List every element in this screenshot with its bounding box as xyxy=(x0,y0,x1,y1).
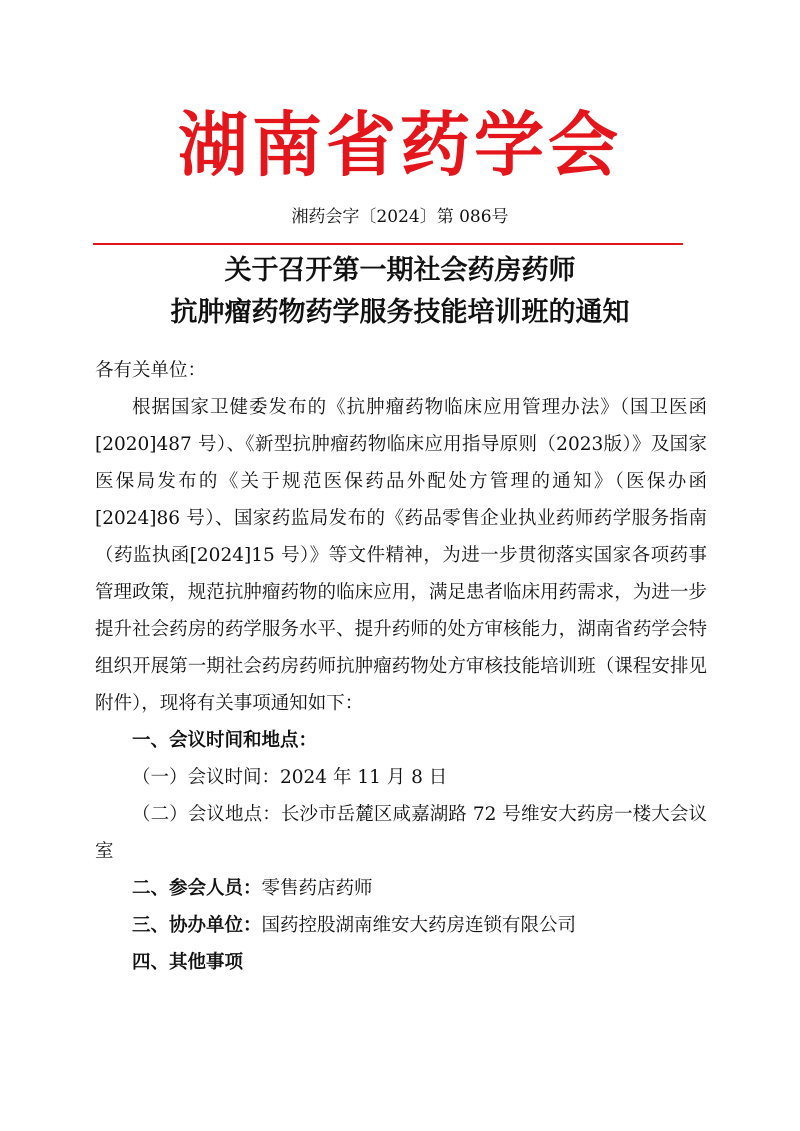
document-number: 湘药会字〔2024〕第 086号 xyxy=(291,207,509,227)
intro-paragraph: 根据国家卫健委发布的《抗肿瘤药物临床应用管理办法》（国卫医函[2020]487 号）、《新型抗肿瘤药物临床应用指导原则（2023版）》及国家医保局发布的《关于规范医保药品外配处方管理的通知》（医保办函[2024]86 号）、国家药监局发布的《药品零售企业执业药师药学服务指南（药监执函[2024]15 号）》等文件精神，为进一步贯彻落实国家各项药事管理政策，规范抗肿瘤药物的临床应用，满足患者临床用药需求，为进一步提升社会药房的药学服务水平、提升药师的处方审核能力，湖南省药学会特组织开展第一期社会药房药师抗肿瘤药物处方审核技能培训班（课程安排见附件），现将有关事项通知如下： xyxy=(95,397,707,714)
section-1-heading: 一、会议时间和地点： xyxy=(132,730,318,751)
notice-title-line-2: 抗肿瘤药物药学服务技能培训班的通知 xyxy=(170,297,630,328)
section-2-participants xyxy=(95,870,707,907)
meeting-time-item: （一）会议时间：2024 年 11 月 8 日 xyxy=(132,767,448,788)
section-3-co-organizer xyxy=(95,907,707,944)
salutation: 各有关单位： xyxy=(95,360,207,381)
notice-body xyxy=(95,352,707,981)
org-name-heading: 湖南省药学会 xyxy=(178,104,622,186)
section-4-heading: 四、其他事项 xyxy=(132,952,244,973)
notice-title-line-1: 关于召开第一期社会药房药师 xyxy=(224,255,576,286)
section-2-value: 零售药店药师 xyxy=(261,878,373,899)
notice-title xyxy=(0,250,800,334)
section-3-label: 三、协办单位： xyxy=(132,915,262,936)
red-divider-line xyxy=(93,243,683,245)
section-2-label: 二、参会人员： xyxy=(132,878,262,899)
meeting-place-item: （二）会议地点：长沙市岳麓区咸嘉湖路 72 号维安大药房一楼大会议室 xyxy=(95,804,707,862)
section-3-value: 国药控股湖南维安大药房连锁有限公司 xyxy=(261,915,577,936)
